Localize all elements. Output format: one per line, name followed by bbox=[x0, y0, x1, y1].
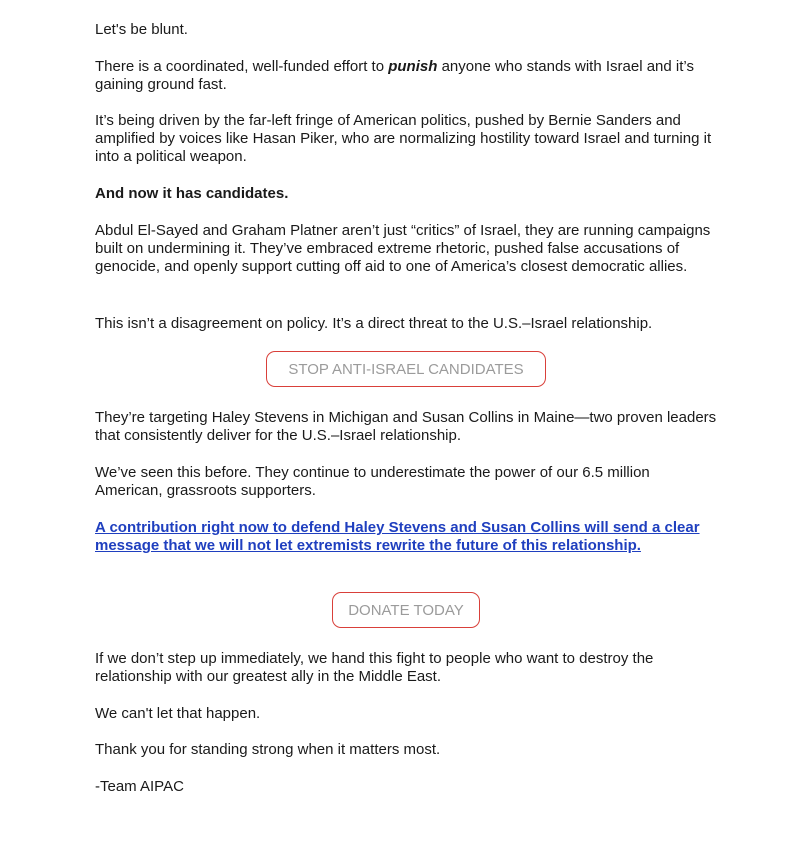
paragraph-candidates-heading: And now it has candidates. bbox=[95, 185, 289, 202]
signature: -Team AIPAC bbox=[95, 778, 184, 795]
cta-row-stop bbox=[95, 351, 717, 387]
paragraph-coordinated-effort bbox=[95, 58, 717, 94]
paragraph-seen-before: We’ve seen this before. They continue to underestimate the power of our 6.5 million American, grassroots supporters. bbox=[95, 464, 650, 499]
paragraph-threat: This isn’t a disagreement on policy. It’s a direct threat to the U.S.–Israel relationship. bbox=[95, 315, 653, 332]
donate-today-button[interactable]: DONATE TODAY bbox=[332, 592, 480, 628]
paragraph-step-up: If we don’t step up immediately, we hand this fight to people who want to destroy the relationship with our greatest ally in the Middle East. bbox=[95, 650, 654, 685]
stop-anti-israel-candidates-button[interactable]: STOP ANTI-ISRAEL CANDIDATES bbox=[266, 351, 546, 387]
contribution-link[interactable]: A contribution right now to defend Haley Stevens and Susan Collins will send a clear message that we will not let extremists rewrite the future of this relationship. bbox=[95, 519, 700, 554]
paragraph-candidates: Abdul El-Sayed and Graham Platner aren’t just “critics” of Israel, they are running campaigns built on undermining it. They’ve embraced extreme rhetoric, pushed false accusations of genocide, and openly support cutting off aid to one of America’s closest democratic allies. bbox=[95, 222, 711, 275]
paragraph-cant-let: We can't let that happen. bbox=[95, 705, 261, 722]
paragraph-text: There is a coordinated, well-funded effort to bbox=[95, 58, 389, 75]
cta-row-donate bbox=[95, 592, 717, 628]
paragraph-opening: Let's be blunt. bbox=[95, 21, 188, 38]
paragraph-text: anyone who stands with Israel and it’s gaining ground fast. bbox=[95, 58, 694, 93]
emphasis-punish: punish bbox=[388, 58, 438, 75]
paragraph-thank-you: Thank you for standing strong when it matters most. bbox=[95, 741, 441, 758]
paragraph-far-left: It’s being driven by the far-left fringe of American politics, pushed by Bernie Sanders and amplified by voices like Hasan Piker, who are normalizing hostility toward Israel and turning it into a political weapon. bbox=[95, 112, 712, 165]
paragraph-targeting: They’re targeting Haley Stevens in Michigan and Susan Collins in Maine—two proven leaders that consistently deliver for the U.S.–Israel relationship. bbox=[95, 409, 717, 444]
